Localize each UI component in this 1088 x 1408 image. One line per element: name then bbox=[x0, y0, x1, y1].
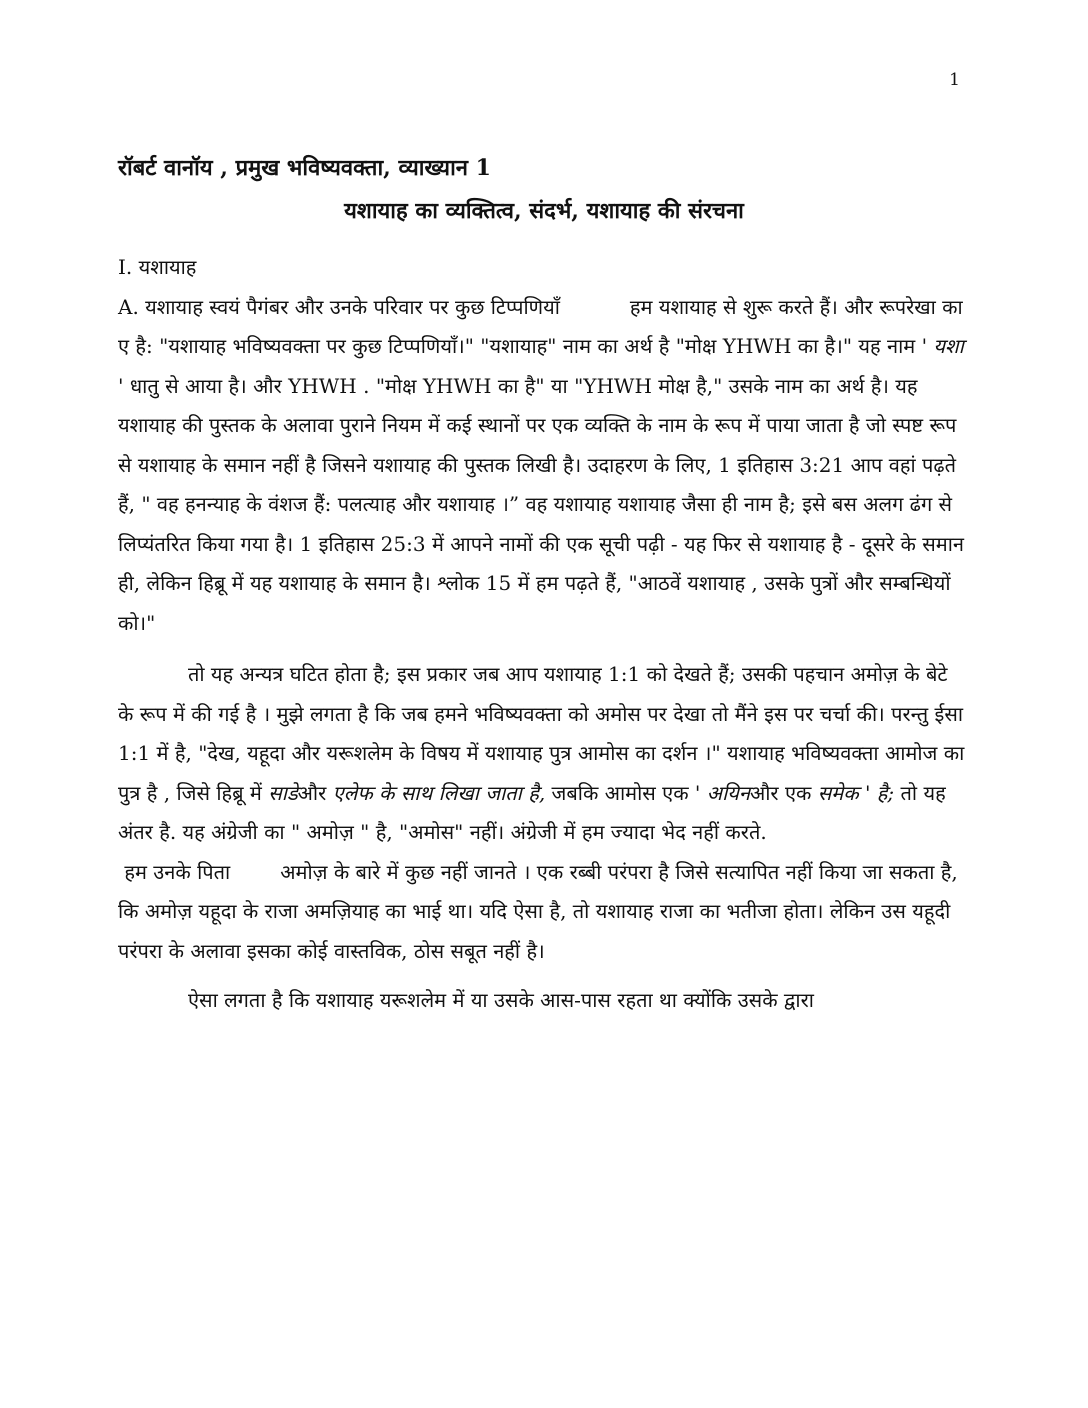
paragraph-2-text-3: जबकि आमोस एक ' bbox=[545, 780, 707, 805]
paragraph-3-lead: हम उनके पिता bbox=[124, 859, 231, 884]
paragraph-4: ऐसा लगता है कि यशायाह यरूशलेम में या उसके आस-पास रहता था क्योंकि उसके द्वारा bbox=[188, 988, 814, 1012]
paragraph-2-text-5: तो यह अंतर है. यह अंग्रेजी का " अमोज़ " है, "अमोस" नहीं। अंग्रेजी में हम ज्यादा भेद नहीं करते. bbox=[118, 780, 946, 844]
paragraph-1 bbox=[118, 288, 968, 644]
lecture-subtitle: यशायाह का व्यक्तित्व, संदर्भ, यशायाह की संरचना bbox=[344, 198, 744, 224]
section-heading: I. यशायाह bbox=[118, 255, 197, 279]
paragraph-1-text: हम यशायाह से शुरू करते हैं। और रूपरेखा का ए है: "यशायाह भविष्यवक्ता पर कुछ टिप्पणियाँ।" "यशायाह" नाम का अर्थ है "मोक्ष YHWH का है।" यह नाम ' bbox=[118, 294, 963, 358]
paragraph-2-italic-3: अयिन bbox=[706, 780, 750, 805]
lecture-title: रॉबर्ट वानॉय , प्रमुख भविष्यवक्ता, व्याख्यान 1 bbox=[118, 155, 491, 181]
paragraph-2-text-1: तो यह अन्यत्र घटित होता है; इस प्रकार जब आप यशायाह 1:1 को देखते हैं; उसकी पहचान अमोज़ के बेटे के रूप में की गई है । मुझे लगता है कि जब हमने भविष्यवक्ता को अमोस पर देखा तो मैंने इस पर चर्चा की। परन्तु ईसा 1:1 में है, "देख, यहूदा और यरूशलेम के विषय में यशायाह पुत्र आमोस का दर्शन ।" यशायाह भविष्यवक्ता आमोज का पुत्र है , जिसे हिब्रू में bbox=[118, 662, 965, 805]
paragraph-2-italic-4: समेक ' है; bbox=[817, 780, 895, 805]
paragraph-2 bbox=[118, 655, 968, 853]
paragraph-2-italic-2: एलेफ के साथ लिखा जाता है, bbox=[332, 780, 546, 805]
body-text bbox=[118, 248, 968, 1021]
subsection-label: A. यशायाह स्वयं पैगंबर और उनके परिवार पर कुछ टिप्पणियाँ bbox=[118, 294, 560, 319]
paragraph-3-text: अमोज़ के बारे में कुछ नहीं जानते । एक रब्बी परंपरा है जिसे सत्यापित नहीं किया जा सकता है, कि अमोज़ यहूदा के राजा अमज़ियाह का भाई था। यदि ऐसा है, तो यशायाह राजा का भतीजा होता। लेकिन उस यहूदी परंपरा के अलावा इसका कोई वास्तविक, ठोस सबूत नहीं है। bbox=[118, 859, 958, 963]
paragraph-2-text-4: और एक bbox=[749, 780, 818, 805]
paragraph-1-italic-word: यशा bbox=[927, 334, 964, 358]
paragraph-3 bbox=[118, 853, 968, 972]
paragraph-2-italic-1: साडे bbox=[268, 780, 298, 805]
paragraph-2-text-2: और bbox=[297, 780, 333, 805]
page-number: 1 bbox=[949, 70, 960, 90]
paragraph-1-text-2: ' धातु से आया है। और YHWH . "मोक्ष YHWH का है" या "YHWH मोक्ष है," उसके नाम का अर्थ है। यह यशायाह की पुस्तक के अलावा पुराने नियम में कई स्थानों पर एक व्यक्ति के नाम के रूप में पाया जाता है जो स्पष्ट रूप से यशायाह के समान नहीं है जिसने यशायाह की पुस्तक लिखी है। उदाहरण के लिए, 1 इतिहास 3:21 आप वहां पढ़ते हैं, " वह हनन्याह के वंशज हैं: पलत्याह और यशायाह ।” वह यशायाह यशायाह जैसा ही नाम है; इसे बस अलग ढंग से लिप्यंतरित किया गया है। 1 इतिहास 25:3 में आपने नामों की एक सूची पढ़ी - यह फिर से यशायाह है - दूसरे के समान ही, लेकिन हिब्रू में यह यशायाह के समान है। श्लोक 15 में हम पढ़ते हैं, "आठवें यशायाह , उसके पुत्रों और सम्बन्धियों को।" bbox=[118, 373, 964, 635]
